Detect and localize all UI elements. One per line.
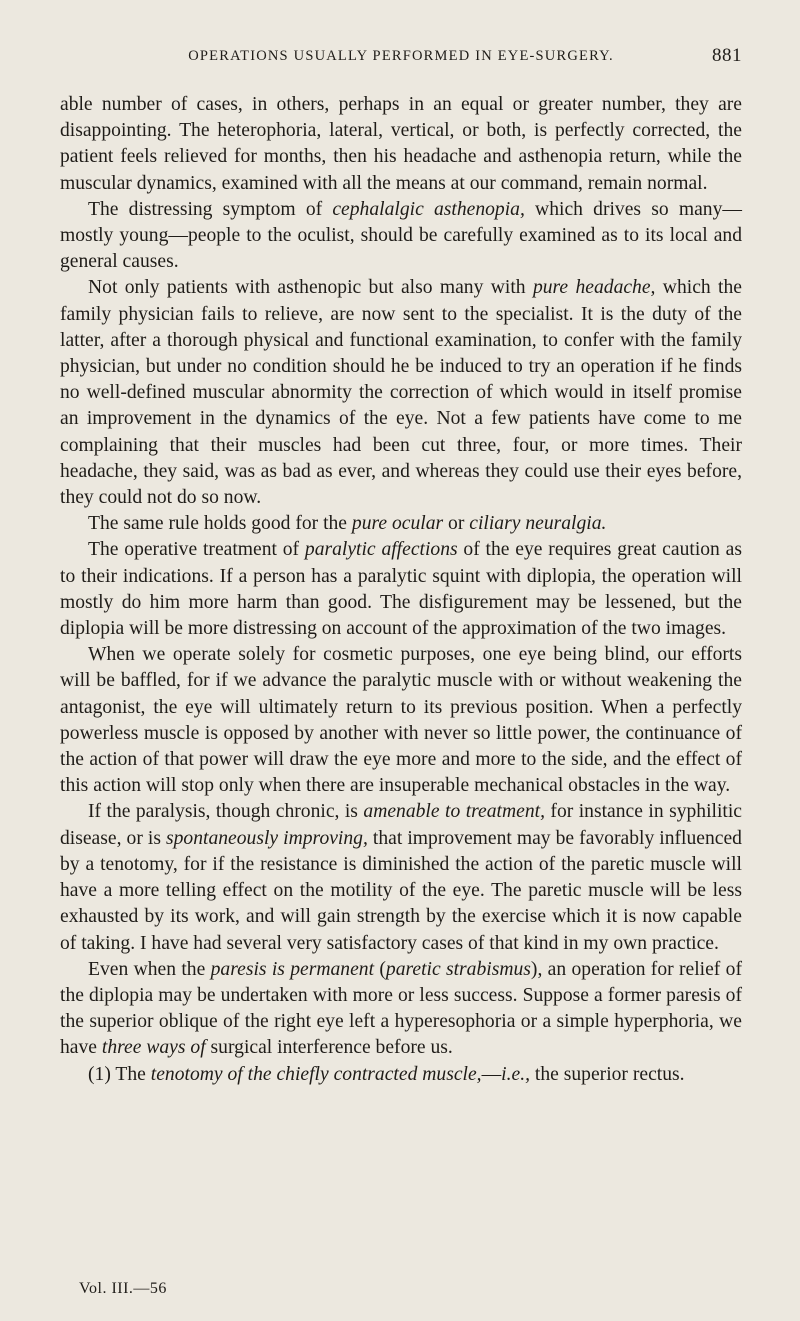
text-run: able number of cases, in others, perhaps in an equal or greater number, they are disappointing. The heterophoria, lateral, vertical, or both, is perfectly corrected, the patient feels relieved for months, then his headache and asthenopia return, while the muscular dynamics, examined with all the means at our command, remain normal. (60, 94, 742, 194)
text-run: The distressing symptom of (88, 198, 333, 220)
text-run: If the paralysis, though chronic, is (88, 801, 364, 823)
italic-run: three ways of (101, 1037, 206, 1059)
paragraph (60, 642, 742, 799)
text-run: which drives so many—mostly young—people to the oculist, should be carefully examined as to its local and general causes. (60, 198, 742, 273)
italic-run: i.e., (501, 1063, 531, 1085)
italic-run: amenable to treatment, (363, 801, 545, 823)
text-run: The operative treatment of (88, 539, 305, 561)
text-run: (1) The (88, 1063, 151, 1085)
paragraph (60, 799, 742, 956)
volume-signature: Vol. III.—56 (79, 1280, 167, 1297)
running-title: OPERATIONS USUALLY PERFORMED IN EYE-SURGERY. (188, 48, 614, 64)
text-run: ), an operation for relief of the diplopia may be undertaken with more or less success. Suppose a former paresis of the superior oblique of the right eye left a hyperesophoria or a simple hyperphoria, we have (60, 958, 742, 1059)
text-run: or (443, 513, 470, 535)
italic-run: paresis is permanent (210, 958, 375, 980)
text-run: ( (374, 958, 386, 980)
text-run: — (481, 1063, 502, 1085)
text-run: the superior rectus. (530, 1063, 685, 1085)
paragraph (60, 511, 742, 537)
text-run: which the family physician fails to relieve, are now sent to the specialist. It is the duty of the latter, after a thorough physical and functional examination, to confer with the family physician, but under no condition should he be induced to try an operation if he finds no well-defined muscular abnormity the correction of which would in itself promise an improvement in the dynamics of the eye. Not a few patients have come to me complaining that their muscles had been cut three, four, or more times. Their headache, they said, was as bad as ever, and whereas they could use their eyes before, they could not do so now. (60, 277, 742, 509)
text-run: surgical interference before us. (205, 1037, 453, 1059)
text-run: that improvement may be favorably influenced by a tenotomy, for if the resistance is diminished the action of the paretic muscle will have a more telling effect on the motility of the eye. The paretic muscle will be less exhausted by its work, and will gain strength by the exercise which it is now capable of taking. I have had several very satisfactory cases of that kind in my own practice. (60, 827, 742, 954)
italic-run: tenotomy of the chiefly contracted muscle, (150, 1063, 482, 1085)
text-run: Even when the (88, 958, 211, 980)
italic-run: pure headache, (532, 277, 656, 299)
text-run: Not only patients with asthenopic but also many with (88, 277, 533, 299)
running-head (60, 40, 742, 72)
italic-run: paralytic affections (304, 539, 458, 561)
italic-run: pure ocular (351, 513, 444, 535)
text-run: for instance in syphilitic disease, or is (60, 801, 743, 849)
italic-run: cephalalgic asthenopia, (332, 198, 525, 220)
paragraph (60, 197, 742, 276)
text-run: When we operate solely for cosmetic purposes, one eye being blind, our efforts will be baffled, for if we advance the paralytic muscle with or without weakening the antagonist, the eye will ultimately return to its previous position. When a perfectly powerless muscle is opposed by another with never so little power, the continuance of the action of that power will draw the eye more and more to the side, and the effect of this action will stop only when there are insuperable mechanical obstacles in the way. (60, 644, 742, 797)
page-number: 881 (712, 45, 742, 66)
italic-run: paretic strabismus (385, 958, 531, 980)
body-text (60, 92, 742, 1088)
paragraph (60, 957, 742, 1062)
italic-run: ciliary neuralgia. (469, 513, 607, 535)
paragraph (60, 537, 742, 642)
paragraph (60, 275, 742, 511)
paragraph (60, 92, 742, 197)
italic-run: spontaneously improving, (166, 827, 368, 849)
text-run: The same rule holds good for the (88, 513, 352, 535)
text-run: of the eye requires great caution as to their indications. If a person has a paralytic squint with diplopia, the operation will mostly do him more harm than good. The disfigurement may be lessened, but the diplopia will be more distressing on account of the approximation of the two images. (60, 539, 742, 640)
paragraph (60, 1062, 742, 1088)
